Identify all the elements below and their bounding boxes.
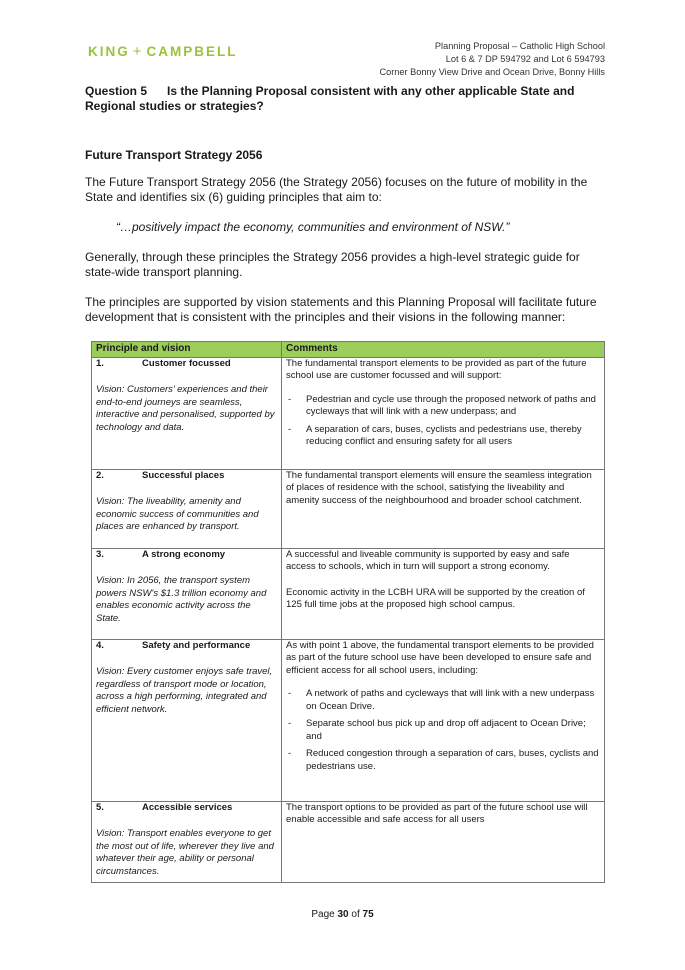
header-comments: Comments [282,342,605,358]
list-item: - A separation of cars, buses, cyclists and pedestrians use, thereby reducing conflict and ensuring safety for all users [286,424,600,449]
principle-cell [92,639,282,801]
comment-text: The transport options to be provided as part of the future school use will enable accessible and safe access for all users [286,801,588,825]
logo-text-campbell: CAMPBELL [146,44,238,59]
header-principle: Principle and vision [92,342,282,358]
table-row [92,357,605,469]
section-title: Future Transport Strategy 2056 [85,148,263,162]
header-line-lots: Lot 6 & 7 DP 594792 and Lot 6 594793 [445,54,605,64]
page-number: 30 [337,909,349,920]
table-row [92,801,605,883]
principle-vision: Vision: In 2056, the transport system powers NSW’s $1.3 trillion economy and enables economic activity across the State. [96,575,267,624]
principle-title: Successful places [142,469,225,481]
principle-vision: Vision: Customers’ experiences and their end-to-end journeys are seamless, interactive and personalised, supported by technology and data. [96,384,275,433]
comment-text: Economic activity in the LCBH URA will be supported by the creation of 125 full time jobs at the proposed high school campus. [286,586,585,610]
principle-cell [92,548,282,639]
page-label: Page [311,909,338,920]
comments-cell [282,801,605,883]
question-number: Question 5 [85,84,148,98]
comment-bullets [286,394,600,449]
list-item: - Pedestrian and cycle use through the proposed network of paths and cycleways that will link with a new underpass; and [286,394,600,419]
comments-cell [282,469,605,548]
document-header [379,40,605,79]
list-item: - Reduced congestion through a separation of cars, buses, cyclists and pedestrians use. [286,748,600,773]
strategy-quote: “…positively impact the economy, communities and environment of NSW.” [116,220,510,234]
principles-paragraph: The principles are supported by vision statements and this Planning Proposal will facilitate future development that is consistent with the principles and their visions in the following manner: [85,295,597,324]
principles-table [91,341,605,883]
table-row [92,639,605,801]
principle-vision: Vision: Every customer enjoys safe travel, regardless of transport mode or location, across a high performing, integrated and efficient network. [96,666,273,715]
principle-vision: Vision: Transport enables everyone to get the most out of life, wherever they live and whatever their age, ability or personal circumstances. [96,828,274,877]
comment-text: The fundamental transport elements will ensure the seamless integration of places of residence with the school, satisfying the liveability and amenity success of the neighbourhood and broader school catchment. [286,469,592,506]
table-header-row [92,342,605,358]
principle-number: 4. [96,639,104,651]
principle-cell [92,357,282,469]
comment-bullets [286,688,600,773]
principle-number: 3. [96,548,104,560]
comment-text: The fundamental transport elements to be provided as part of the future school use are customer focussed and will support: [286,357,587,381]
principle-cell [92,801,282,883]
question-text: Is the Planning Proposal consistent with any other applicable State and Regional studies or strategies? [85,84,575,113]
question-heading [85,84,610,114]
comments-cell [282,639,605,801]
comments-cell [282,357,605,469]
header-line-title: Planning Proposal – Catholic High School [434,41,605,51]
header-line-address: Corner Bonny View Drive and Ocean Drive, Bonny Hills [379,67,605,77]
page-footer [0,909,685,920]
comment-text: As with point 1 above, the fundamental transport elements to be provided as part of the future school use have been developed to ensure safe and efficient access for all school users, including: [286,639,594,676]
comments-cell [282,548,605,639]
principle-title: A strong economy [142,548,226,560]
principle-number: 2. [96,469,104,481]
logo-text-king: KING [88,44,130,59]
principle-title: Customer focussed [142,357,231,369]
company-logo [88,43,238,60]
comment-text: A successful and liveable community is supported by easy and safe access to schools, which in turn will support a strong economy. [286,548,570,572]
intro-paragraph: The Future Transport Strategy 2056 (the Strategy 2056) focuses on the future of mobility in the State and identifies six (6) guiding principles that aim to: [85,175,588,204]
principle-number: 1. [96,357,104,369]
list-item: - A network of paths and cycleways that will link with a new underpass on Ocean Drive. [286,688,600,713]
strategy-paragraph: Generally, through these principles the Strategy 2056 provides a high-level strategic guide for state-wide transport planning. [85,250,580,279]
principle-title: Accessible services [142,801,233,813]
principle-cell [92,469,282,548]
logo-plus: + [132,43,144,60]
page-of-label: of [348,909,363,920]
principle-title: Safety and performance [142,639,251,651]
page-total: 75 [362,909,374,920]
list-item: - Separate school bus pick up and drop off adjacent to Ocean Drive; and [286,718,600,743]
table-row [92,548,605,639]
principle-number: 5. [96,801,104,813]
principle-vision: Vision: The liveability, amenity and economic success of communities and places are enhanced by transport. [96,496,259,532]
table-row [92,469,605,548]
